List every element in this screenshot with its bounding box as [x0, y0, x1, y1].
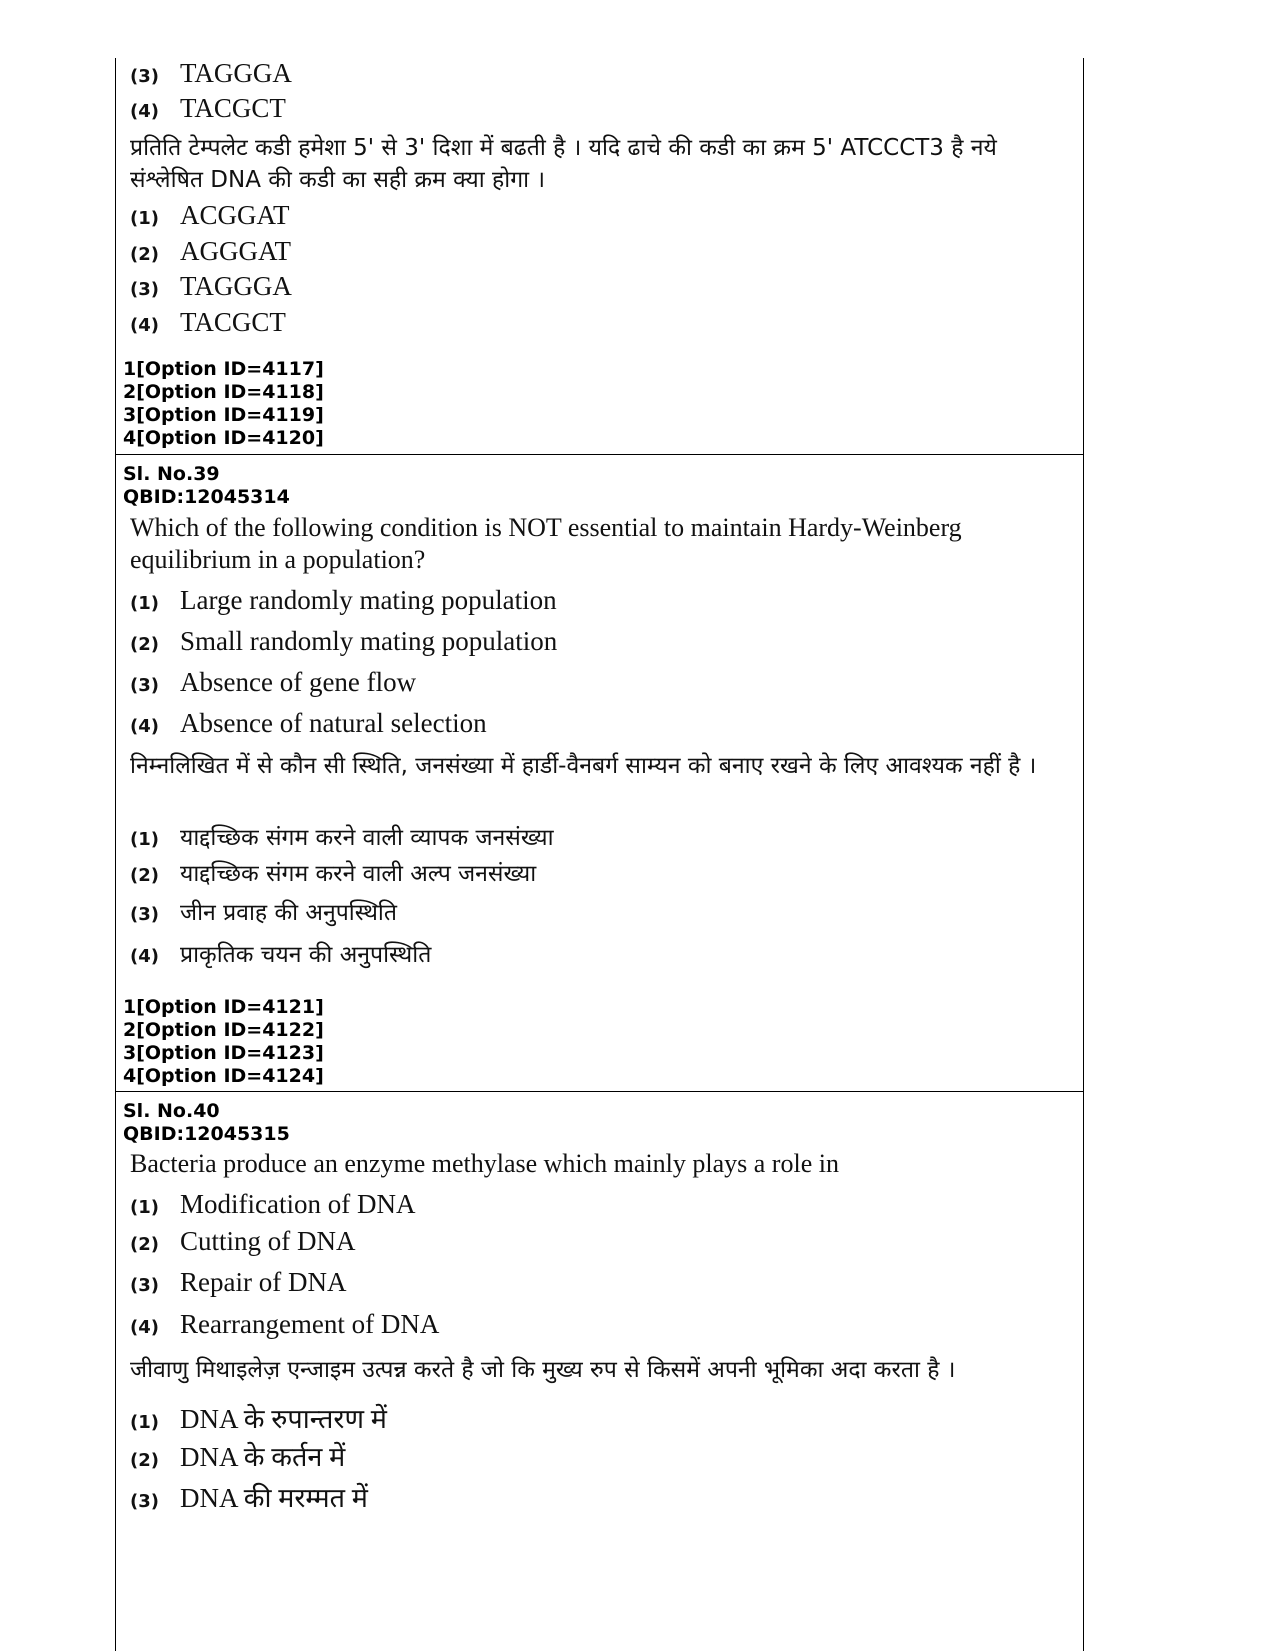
- option-text: DNA के रुपान्तरण में: [180, 1404, 387, 1434]
- q38-hindi-question: प्रतिति टेम्पलेट कडी हमेशा 5' से 3' दिशा में बढती है । यदि ढाचे की कडी का क्रम 5' ATCCCT3 है नये संश्लेषित DNA की कडी का सही क्रम क्या होगा ।: [130, 135, 997, 193]
- option-number: (2): [130, 1450, 159, 1471]
- qbid: QBID:12045315: [123, 1123, 290, 1145]
- q40-hindi-question: जीवाणु मिथाइलेज़ एन्जाइम उत्पन्न करते है जो कि मुख्य रुप से किसमें अपनी भूमिका अदा करता है ।: [130, 1357, 956, 1383]
- option-text: Small randomly mating population: [180, 626, 558, 656]
- option-text: DNA की मरम्मत में: [180, 1483, 368, 1513]
- option-number: (2): [130, 865, 159, 886]
- option-text: TAGGGA: [180, 58, 292, 88]
- q39-header: [123, 463, 290, 509]
- q39-hi-option-2: [130, 856, 536, 888]
- option-text: ACGGAT: [180, 200, 290, 230]
- option-text: AGGGAT: [180, 236, 291, 266]
- option-number: (2): [130, 1234, 159, 1255]
- q39-en-option-3: [130, 667, 416, 698]
- option-number: (4): [130, 315, 159, 336]
- option-text: TACGCT: [180, 93, 286, 123]
- q39-option-ids: [123, 996, 324, 1088]
- q38-en-option-3: [130, 58, 292, 89]
- q39-hi-option-3: [130, 895, 397, 927]
- serial-number: Sl. No.40: [123, 1100, 220, 1122]
- option-text: प्राकृतिक चयन की अनुपस्थिति: [180, 942, 432, 968]
- q40-en-option-1: [130, 1189, 415, 1220]
- option-number: (1): [130, 829, 159, 850]
- option-text: जीन प्रवाह की अनुपस्थिति: [180, 900, 397, 926]
- serial-number: Sl. No.39: [123, 463, 220, 485]
- option-number: (3): [130, 1491, 159, 1512]
- question-divider: [116, 454, 1083, 455]
- q40-en-option-3: [130, 1267, 346, 1298]
- q39-hindi-question: निम्नलिखित में से कौन सी स्थिति, जनसंख्या में हार्डी-वैनबर्ग साम्यन को बनाए रखने के लिए आवश्यक नहीं है ।: [130, 753, 1037, 779]
- q38-hi-option-2: [130, 236, 291, 267]
- q40-en-option-4: [130, 1309, 439, 1340]
- q38-option-ids: [123, 358, 324, 450]
- q40-english-question: Bacteria produce an enzyme methylase which mainly plays a role in: [130, 1149, 839, 1178]
- q40-hi-option-2: [130, 1437, 345, 1474]
- q39-en-option-1: [130, 585, 557, 616]
- q39-en-option-4: [130, 708, 487, 739]
- option-number: (4): [130, 946, 159, 967]
- q38-hi-option-1: [130, 200, 290, 231]
- option-id-line: 1[Option ID=4117]: [123, 358, 324, 380]
- option-text: Absence of gene flow: [180, 667, 417, 697]
- option-number: (4): [130, 101, 159, 122]
- option-text: Rearrangement of DNA: [180, 1309, 440, 1339]
- q40-header: [123, 1100, 290, 1146]
- q40-hi-option-3: [130, 1478, 368, 1515]
- option-number: (1): [130, 208, 159, 229]
- option-text: TACGCT: [180, 307, 286, 337]
- option-number: (4): [130, 716, 159, 737]
- option-text: याद्दच्छिक संगम करने वाली अल्प जनसंख्या: [180, 861, 537, 887]
- option-number: (3): [130, 1275, 159, 1296]
- option-number: (1): [130, 1197, 159, 1218]
- option-number: (2): [130, 634, 159, 655]
- q39-en-option-2: [130, 626, 557, 657]
- option-number: (4): [130, 1317, 159, 1338]
- qbid: QBID:12045314: [123, 486, 290, 508]
- option-id-line: 2[Option ID=4118]: [123, 381, 324, 403]
- option-id-line: 2[Option ID=4122]: [123, 1019, 324, 1041]
- q39-english-question: Which of the following condition is NOT essential to maintain Hardy-Weinberg equilibrium in a population?: [130, 513, 962, 574]
- q40-hi-option-1: [130, 1399, 387, 1436]
- option-number: (3): [130, 675, 159, 696]
- option-number: (3): [130, 279, 159, 300]
- option-id-line: 3[Option ID=4123]: [123, 1042, 324, 1064]
- option-text: Absence of natural selection: [180, 708, 487, 738]
- option-text: Cutting of DNA: [180, 1226, 356, 1256]
- option-text: याद्दच्छिक संगम करने वाली व्यापक जनसंख्या: [180, 825, 554, 851]
- q38-hi-option-3: [130, 271, 292, 302]
- option-text: Large randomly mating population: [180, 585, 557, 615]
- q39-hi-option-1: [130, 820, 554, 852]
- q38-en-option-4: [130, 93, 286, 124]
- q40-en-option-2: [130, 1226, 356, 1257]
- option-text: Repair of DNA: [180, 1267, 347, 1297]
- option-number: (1): [130, 593, 159, 614]
- option-id-line: 1[Option ID=4121]: [123, 996, 324, 1018]
- option-text: TAGGGA: [180, 271, 292, 301]
- q38-hi-option-4: [130, 307, 286, 338]
- option-number: (3): [130, 904, 159, 925]
- option-id-line: 4[Option ID=4120]: [123, 427, 324, 449]
- question-paper-frame: [115, 58, 1084, 1651]
- option-text: Modification of DNA: [180, 1189, 416, 1219]
- option-text: DNA के कर्तन में: [180, 1442, 346, 1472]
- option-number: (1): [130, 1412, 159, 1433]
- option-number: (2): [130, 244, 159, 265]
- option-id-line: 3[Option ID=4119]: [123, 404, 324, 426]
- question-divider: [116, 1091, 1083, 1092]
- q39-hi-option-4: [130, 937, 431, 969]
- option-id-line: 4[Option ID=4124]: [123, 1065, 324, 1087]
- option-number: (3): [130, 66, 159, 87]
